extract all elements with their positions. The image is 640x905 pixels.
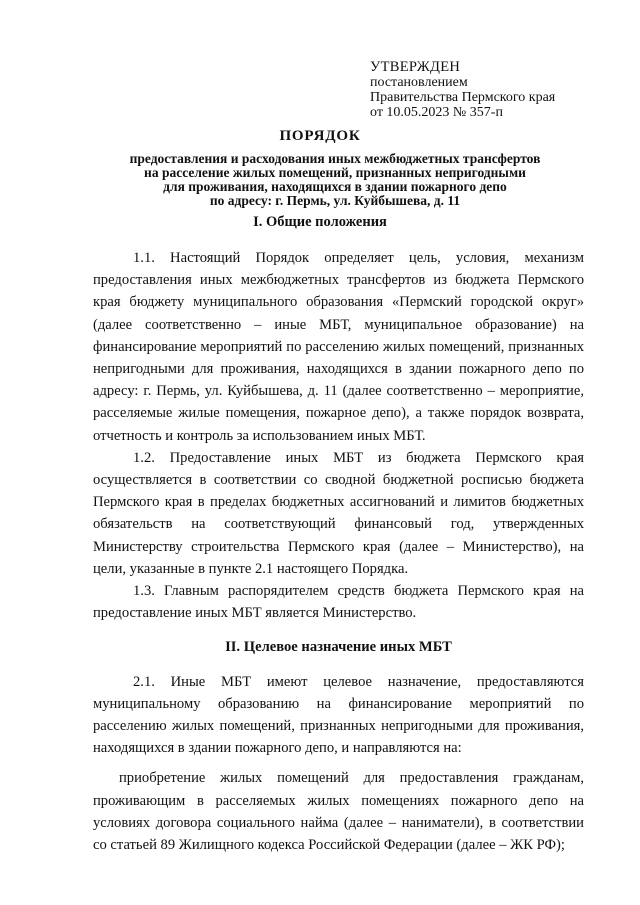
section-1-heading: I. Общие положения xyxy=(253,214,387,230)
document-subtitle xyxy=(90,152,580,208)
section-2-heading: II. Целевое назначение иных МБТ xyxy=(225,639,452,656)
approval-stamp xyxy=(370,60,555,120)
approval-line: от 10.05.2023 № 357-п xyxy=(370,105,503,120)
approval-line: постановлением xyxy=(370,75,468,90)
subtitle-line: для проживания, находящихся в здании пожарного депо xyxy=(163,179,507,194)
paragraph-1-1: 1.1. Настоящий Порядок определяет цель, условия, механизм предоставления иных межбюджетных трансфертов из бюджета Пермского края бюджету муниципального образования «Пермский городской округ» (далее соответственно – иные МБТ, муниципальное образование) на финансирование мероприятий по расселению жилых помещений, признанных непригодными для проживания, находящихся в здании пожарного депо по адресу: г. Пермь, ул. Куйбышева, д. 11 (далее соответственно – мероприятие, расселяемые жилые помещения, пожарное депо), а также порядок возврата, отчетность и контроль за использованием иных МБТ. xyxy=(93,250,584,444)
approval-heading: УТВЕРЖДЕН xyxy=(370,59,461,75)
subtitle-line: по адресу: г. Пермь, ул. Куйбышева, д. 11 xyxy=(209,193,461,208)
document-body xyxy=(93,247,584,856)
paragraph-2-1: 2.1. Иные МБТ имеют целевое назначение, предоставляются муниципальному образованию на финансирование мероприятий по расселению жилых помещений, признанных непригодными для проживания, находящихся в здании пожарного депо, и направляются на: xyxy=(93,673,584,757)
paragraph-1-3: 1.3. Главным распорядителем средств бюджета Пермского края на предоставление иных МБТ является Министерство. xyxy=(93,583,584,622)
subtitle-line: предоставления и расходования иных межбюджетных трансфертов xyxy=(129,151,541,166)
approval-line: Правительства Пермского края xyxy=(370,90,556,105)
subtitle-line: на расселение жилых помещений, признанных непригодными xyxy=(144,165,526,180)
paragraph-2-1-item: приобретение жилых помещений для предоставления гражданам, проживающим в расселяемых жилых помещениях пожарного депо на условиях договора социального найма (далее – наниматели), в соответствии со статьей 89 Жилищного кодекса Российской Федерации (далее – ЖК РФ); xyxy=(93,770,584,854)
document-title: ПОРЯДОК xyxy=(279,128,361,144)
paragraph-1-2: 1.2. Предоставление иных МБТ из бюджета Пермского края осуществляется в соответствии со сводной бюджетной росписью бюджета Пермского края в пределах бюджетных ассигнований и лимитов бюджетных обязательств на соответствующий финансовый год, утвержденных Министерству строительства Пермского края (далее – Министерство), на цели, указанные в пункте 2.1 настоящего Порядка. xyxy=(93,449,584,577)
